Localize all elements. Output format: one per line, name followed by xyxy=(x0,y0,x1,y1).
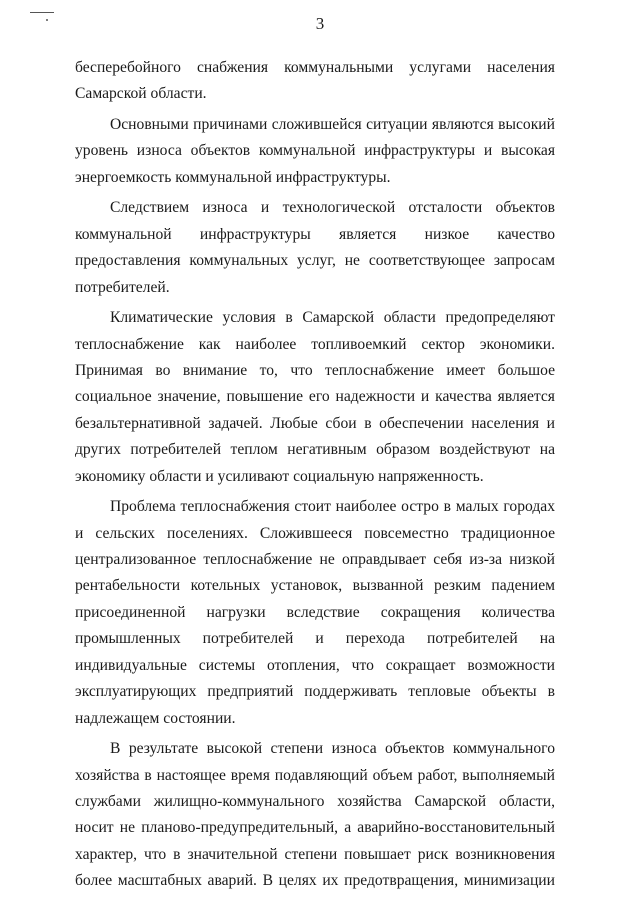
scan-corner-mark xyxy=(30,12,54,13)
paragraph: Проблема теплоснабжения стоит наиболее остро в малых городах и сельских поселениях. Сложившееся повсеместно традиционное централизованное теплоснабжение не оправдывает себя из-за низкой рентабельности котельных установок, вызванной резким падением присоединенной нагрузки вследствие сокращения количества промышленных потребителей и перехода потребителей на индивидуальные системы отопления, что сокращает возможности эксплуатирующих предприятий поддерживать тепловые объекты в надлежащем состоянии. xyxy=(75,498,555,727)
document-body xyxy=(75,55,555,899)
paragraph-continuation: бесперебойного снабжения коммунальными услугами населения Самарской области. xyxy=(75,59,555,103)
paragraph: Климатические условия в Самарской области предопределяют теплоснабжение как наиболее топливоемкий сектор экономики. Принимая во внимание то, что теплоснабжение имеет большое социальное значение, повышение его надежности и качества является безальтернативной задачей. Любые сбои в обеспечении населения и других потребителей теплом негативным образом воздействуют на экономику области и усиливают социальную напряженность. xyxy=(75,309,555,485)
page-number: 3 xyxy=(315,14,325,33)
paragraph: Следствием износа и технологической отсталости объектов коммунальной инфраструктуры является низкое качество предоставления коммунальных услуг, не соответствующее запросам потребителей. xyxy=(75,199,555,296)
paragraph: Основными причинами сложившейся ситуации являются высокий уровень износа объектов коммунальной инфраструктуры и высокая энергоемкость коммунальной инфраструктуры. xyxy=(75,116,555,186)
paragraph: В результате высокой степени износа объектов коммунального хозяйства в настоящее время подавляющий объем работ, выполняемый службами жилищно-коммунального хозяйства Самарской области, носит не планово-предупредительный, а аварийно-восстановительный характер, что в значительной степени повышает риск возникновения более масштабных аварий. В целях их предотвращения, минимизации xyxy=(75,740,555,890)
